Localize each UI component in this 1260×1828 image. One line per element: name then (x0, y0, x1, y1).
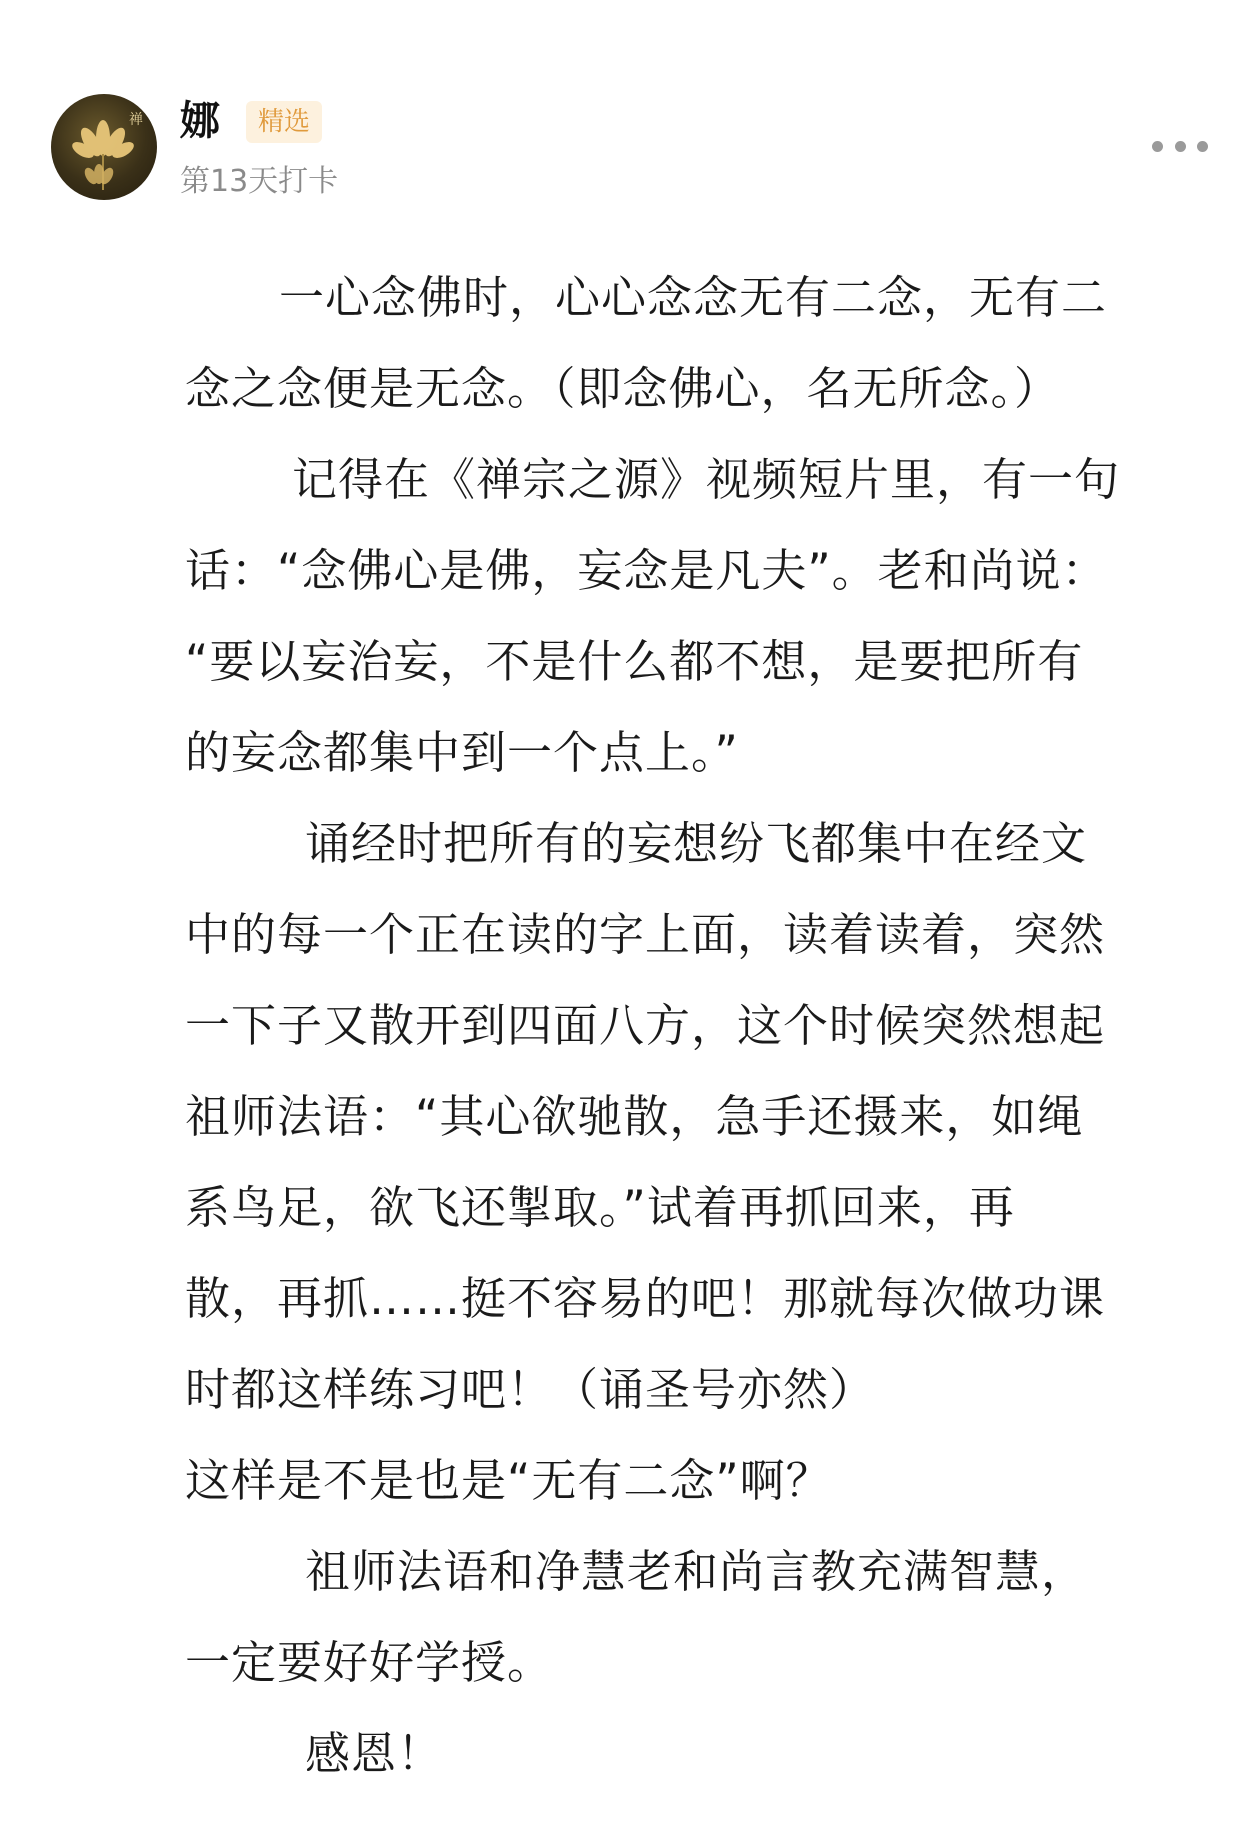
body-line: 诵经时把所有的妄想纷飞都集中在经文 (305, 817, 1088, 870)
more-dots-icon[interactable] (1152, 132, 1208, 160)
body-line: 散，再抓……挺不容易的吧！那就每次做功课 (185, 1272, 1106, 1325)
dot (1197, 141, 1208, 152)
svg-text:禅: 禅 (129, 112, 143, 128)
featured-badge: 精选 (246, 101, 322, 143)
body-line: 这样是不是也是“无有二念”啊？ (185, 1454, 832, 1507)
dot (1152, 141, 1163, 152)
dot (1175, 141, 1186, 152)
body-line: 祖师法语：“其心欲驰散，急手还摄来，如绳 (185, 1090, 1084, 1143)
body-line: 一定要好好学授。 (185, 1636, 554, 1689)
avatar[interactable] (51, 94, 157, 200)
post-header (0, 0, 1260, 230)
body-line: “要以妄治妄，不是什么都不想，是要把所有 (185, 635, 1084, 688)
body-line: 记得在《禅宗之源》视频短片里，有一句 (292, 453, 1121, 506)
body-line: 的妄念都集中到一个点上。” (185, 726, 739, 779)
lotus-avatar-icon (51, 94, 157, 200)
body-line: 感恩！ (305, 1727, 444, 1780)
body-line: 中的每一个正在读的字上面，读着读着，突然 (185, 908, 1106, 961)
checkin-text: 第13天打卡 (180, 164, 339, 199)
body-line: 念之念便是无念。（即念佛心，名无所念。） (185, 362, 1061, 415)
body-line: 话：“念佛心是佛，妄念是凡夫”。老和尚说： (185, 544, 1108, 597)
body-line: 一心念佛时，心心念念无有二念，无有二 (279, 271, 1108, 324)
post-body (185, 252, 1205, 1799)
body-line: 一下子又散开到四面八方，这个时候突然想起 (185, 999, 1106, 1052)
author-name[interactable]: 娜 (180, 98, 220, 144)
body-line: 时都这样练习吧！（诵圣号亦然） (185, 1363, 876, 1416)
body-line: 系鸟足，欲飞还掣取。”试着再抓回来，再 (185, 1181, 1015, 1234)
body-line: 祖师法语和净慧老和尚言教充满智慧， (305, 1545, 1088, 1598)
